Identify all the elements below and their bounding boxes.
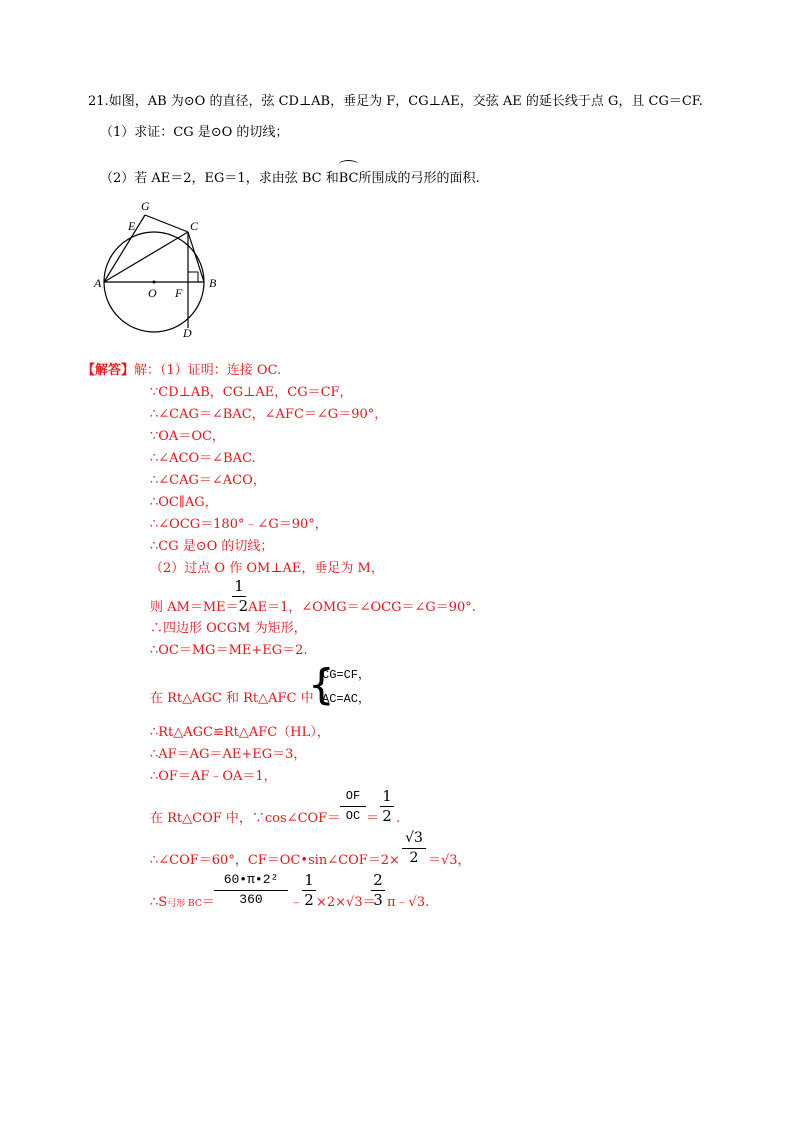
l20-minus: ﹣ [290, 895, 304, 910]
question-part-2 [100, 168, 480, 188]
frac-of-bar [340, 806, 366, 807]
label-o: O [148, 286, 157, 300]
frac-of-num: OF [345, 789, 361, 803]
frac-of-den: OC [345, 809, 361, 823]
solution-line-10: （2）过点 O 作 OM⊥AE，垂足为 M， [150, 561, 384, 576]
label-a: A [94, 276, 102, 290]
question-stem: 如图，AB 为⊙O 的直径，弦 CD⊥AB，垂足为 F，CG⊥AE，交弦 AE 的延长线于点 G，且 CG＝CF. [108, 94, 703, 109]
solution-line-4: ∵OA＝OC， [150, 429, 225, 444]
solution-line-2: ∵CD⊥AB，CG⊥AE，CG＝CF， [150, 385, 353, 400]
line-ag [104, 215, 145, 282]
frac-sector-num: 60•π•2² [223, 872, 279, 887]
l20-mid: ×2×√3＝ [316, 895, 376, 910]
frac-sector-bar [214, 890, 288, 891]
solution-line-8: ∴∠OCG＝180°﹣∠G＝90°， [150, 517, 328, 532]
l20-eq: ＝ [201, 895, 215, 910]
question-part-1: （1）求证：CG 是⊙O 的切线； [100, 125, 289, 140]
l18-eq: ＝ [366, 811, 380, 826]
frac-half2-num: 1 [382, 787, 392, 805]
solution-line-1 [82, 362, 281, 380]
right-angle-mark [188, 272, 198, 282]
solution-line-12: ∴四边形 OCGM 为矩形， [150, 621, 307, 636]
l11-pre: 则 AM＝ME＝ [150, 600, 239, 615]
question-number: 21. [88, 94, 109, 109]
fraction-half-den: 2 [238, 597, 249, 615]
question-line-1 [88, 93, 703, 111]
l19-post: ＝√3， [428, 853, 471, 868]
arc-bc: BC [339, 168, 359, 188]
answer-tag: 【解答】 [82, 363, 135, 378]
line-ac [104, 232, 188, 282]
frac-sqrt3-bar [402, 848, 426, 849]
label-c: C [190, 219, 199, 233]
frac-half3-num: 1 [304, 871, 314, 889]
solution-line-7: ∴OC∥AG， [150, 495, 218, 510]
solution-line-6: ∴∠CAG＝∠ACO， [150, 473, 266, 488]
solution-line-20 [150, 894, 215, 913]
center-dot [153, 281, 156, 284]
solution-line-5: ∴∠ACO＝∠BAC. [150, 451, 256, 466]
frac-two-thirds-num: 2 [373, 871, 383, 889]
solution-line-9: ∴CG 是⊙O 的切线； [150, 539, 274, 554]
solution-line-15: ∴Rt△AGC≌Rt△AFC（HL）， [150, 725, 330, 740]
label-d: D [183, 326, 192, 340]
solution-line-3: ∴∠CAG＝∠BAC，∠AFC＝∠G＝90°， [150, 407, 388, 422]
solution-line-16: ∴AF＝AG＝AE+EG＝3， [150, 747, 307, 762]
solution-line-14: 在 Rt△AGC 和 Rt△AFC 中 [150, 691, 314, 706]
system-eq-2: AC=AC， [322, 692, 371, 706]
l20-post: π﹣√3. [387, 895, 430, 910]
label-g: G [141, 199, 150, 213]
line-cb [188, 232, 204, 282]
frac-half2-den: 2 [382, 807, 392, 825]
solution-line-13: ∴OC＝MG＝ME+EG＝2. [150, 643, 308, 658]
label-e: E [128, 219, 136, 233]
solution-line-18: 在 Rt△COF 中，∵cos∠COF＝ [150, 811, 341, 826]
l11-post: AE＝1，∠OMG＝∠OCG＝∠G＝90°. [248, 600, 476, 615]
solution-line-19: ∴∠COF＝60°，CF＝OC•sin∠COF＝2× [150, 853, 400, 868]
frac-two-thirds-den: 3 [373, 891, 383, 909]
part2-post: 所围成的弓形的面积. [358, 171, 480, 186]
line-cg [145, 215, 188, 232]
label-f: F [175, 286, 183, 300]
system-eq-1: CG=CF， [322, 668, 371, 682]
frac-sector-den: 360 [239, 892, 263, 907]
part2-pre: （2）若 AE＝2，EG＝1，求由弦 BC 和 [100, 171, 339, 186]
l20-pre: ∴S [150, 895, 168, 910]
l20-sub: 弓形 BC [167, 899, 202, 909]
system-brace: { [308, 660, 335, 709]
solution-intro: 解：（1）证明：连接 OC. [134, 363, 282, 378]
fraction-half-num: 1 [234, 577, 244, 595]
frac-half3-den: 2 [304, 891, 314, 909]
solution-line-17: ∴OF＝AF﹣OA＝1， [150, 769, 277, 784]
l18-post: . [396, 811, 401, 826]
frac-sqrt3-num: √3 [405, 830, 423, 846]
frac-sqrt3-den: 2 [409, 850, 419, 866]
label-b: B [209, 276, 217, 290]
geometry-figure [92, 196, 232, 341]
solution-line-11 [150, 597, 476, 617]
